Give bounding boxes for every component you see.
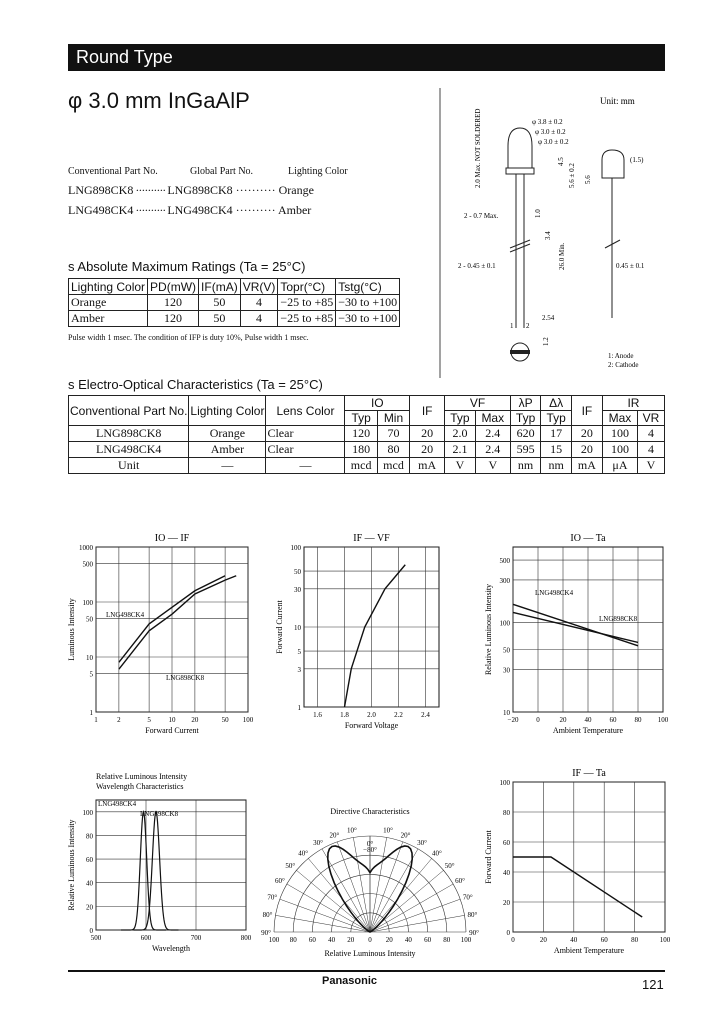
- y-tick-label: 1: [89, 709, 93, 717]
- x-tick-label: 5: [147, 716, 151, 724]
- chart-directive: [261, 800, 479, 962]
- cell: 120: [345, 426, 377, 442]
- outline-drawing: [440, 88, 665, 378]
- y-axis-label: Forward Current: [484, 830, 493, 884]
- angle-label: 90°: [261, 929, 271, 937]
- cell: −30 to +100: [336, 295, 400, 311]
- table-row: [69, 311, 400, 327]
- dim-label: 1.0: [534, 209, 542, 218]
- dim-label: 2 - 0.45 ± 0.1: [458, 262, 496, 270]
- cell: 4: [240, 295, 278, 311]
- cell: nm: [541, 458, 572, 474]
- angle-label: 60°: [275, 877, 285, 885]
- cell: 15: [541, 442, 572, 458]
- table-header-row: [69, 396, 665, 411]
- chart-io-if: [62, 525, 262, 735]
- header-cell: λP: [510, 396, 541, 411]
- subheader-cell: Typ: [445, 411, 476, 426]
- y-tick-label: 100: [290, 544, 301, 552]
- header-title: Round Type: [76, 47, 173, 67]
- cell: 70: [377, 426, 409, 442]
- x-axis-label: Ambient Temperature: [552, 726, 624, 735]
- y-tick-label: 50: [86, 615, 93, 624]
- center-label: −80°: [363, 846, 377, 854]
- angle-label: 10°: [347, 826, 357, 835]
- x-tick-label: 80: [631, 936, 639, 944]
- spectrum-line: [121, 812, 166, 930]
- cell: 100: [602, 442, 637, 458]
- series-label: LNG498CK4: [106, 611, 145, 619]
- subheader-cell: VR: [638, 411, 665, 426]
- header-cell: Lighting Color: [189, 396, 266, 426]
- radial-tick-label: 100: [268, 936, 280, 944]
- chart-title: IO — IF: [154, 533, 190, 544]
- chart-wavelength: [62, 770, 257, 960]
- y-tick-label: 100: [82, 599, 93, 607]
- x-tick-label: 100: [657, 716, 669, 724]
- cell: 17: [541, 426, 572, 442]
- cell: 2.4: [475, 442, 510, 458]
- conv-part: LNG898CK8: [68, 183, 134, 197]
- y-tick-label: 0: [89, 927, 93, 935]
- cell: 20: [410, 426, 445, 442]
- cell: 20: [410, 442, 445, 458]
- x-tick-label: 50: [221, 716, 229, 724]
- section-header-bar: [68, 44, 665, 71]
- series-label: LNG898CK8: [599, 615, 638, 623]
- pin-note: 1: Anode: [608, 352, 634, 360]
- dim-label: 3.4: [544, 231, 552, 240]
- dim-label: φ 3.0 ± 0.2: [535, 128, 566, 136]
- cell: V: [475, 458, 510, 474]
- global-part: LNG898CK8: [167, 183, 233, 197]
- y-tick-label: 500: [82, 560, 93, 569]
- cell: 120: [148, 311, 199, 327]
- cell: 180: [345, 442, 377, 458]
- part-list-header-conv: Conventional Part No.: [68, 166, 158, 177]
- radial-tick-label: 20: [347, 936, 355, 944]
- header-cell: IF(mA): [199, 279, 241, 295]
- cell: mA: [410, 458, 445, 474]
- cell: 4: [638, 426, 665, 442]
- led-body-front: [508, 128, 532, 168]
- radial-tick-label: 60: [424, 936, 432, 944]
- dim-label: φ 3.0 ± 0.2: [538, 138, 569, 146]
- x-tick-label: 2: [117, 716, 121, 724]
- header-cell: Lens Color: [266, 396, 345, 426]
- cell: −25 to +85: [278, 311, 336, 327]
- footer-brand: Panasonic: [322, 975, 378, 987]
- x-axis-label: Forward Voltage: [344, 721, 399, 730]
- y-axis-label: Luminous Intensity: [67, 598, 76, 661]
- x-tick-label: 40: [570, 936, 578, 944]
- header-cell: Lighting Color: [69, 279, 148, 295]
- cell: 80: [377, 442, 409, 458]
- cell: 50: [199, 311, 241, 327]
- cell: 595: [510, 442, 541, 458]
- abs-max-section-title: s Absolute Maximum Ratings (Ta = 25°C): [68, 259, 306, 274]
- y-tick-label: 100: [499, 779, 510, 787]
- header-cell: Topr(°C): [278, 279, 336, 295]
- x-tick-label: 60: [600, 936, 608, 944]
- cell: V: [445, 458, 476, 474]
- chart-title-line2: Wavelength Characteristics: [96, 782, 184, 791]
- y-tick-label: 60: [86, 856, 93, 865]
- table-row: [69, 295, 400, 311]
- y-tick-label: 300: [499, 576, 510, 585]
- y-tick-label: 5: [297, 648, 301, 657]
- pin-number: 2: [526, 322, 530, 330]
- x-tick-label: 20: [559, 716, 567, 724]
- y-tick-label: 100: [499, 619, 510, 628]
- part-list-header-global: Global Part No.: [190, 166, 254, 177]
- cell: −25 to +85: [278, 295, 336, 311]
- y-tick-label: 50: [503, 646, 510, 655]
- cell: mcd: [345, 458, 377, 474]
- cell: LNG898CK8: [69, 426, 189, 442]
- table-header-row: [69, 279, 400, 295]
- series-label: LNG898CK8: [166, 674, 205, 682]
- y-tick-label: 30: [294, 585, 301, 594]
- y-axis-label: Relative Luminous Intensity: [484, 583, 493, 676]
- y-tick-label: 0: [506, 929, 510, 937]
- y-tick-label: 500: [499, 557, 510, 566]
- y-tick-label: 50: [294, 568, 301, 577]
- series-label: LNG498CK4: [98, 800, 137, 808]
- y-tick-label: 1000: [79, 544, 93, 552]
- led-body-side: [602, 150, 624, 178]
- part-list-row: LNG498CK4 ·········· LNG498CK4 ·········· Amber: [68, 203, 312, 217]
- x-tick-label: 20: [539, 936, 547, 944]
- series-line: [119, 576, 236, 669]
- angle-label: 70°: [267, 893, 278, 902]
- x-tick-label: 500: [90, 934, 102, 942]
- dim-label: 26.0 Min.: [558, 242, 566, 270]
- radial-tick-label: 40: [404, 936, 412, 944]
- x-axis-label: Wavelength: [151, 944, 191, 953]
- cell: 50: [199, 295, 241, 311]
- global-part: LNG498CK4: [167, 203, 233, 217]
- pin-note: 2: Cathode: [608, 361, 639, 369]
- x-tick-label: 1.6: [313, 711, 322, 719]
- cell: Orange: [69, 295, 148, 311]
- cell: Clear: [266, 442, 345, 458]
- y-axis-label: Forward Current: [275, 600, 284, 654]
- radial-tick-label: 40: [328, 936, 336, 944]
- angle-label: 50°: [285, 862, 296, 871]
- angle-label: 20°: [329, 831, 340, 840]
- header-cell: Conventional Part No.: [69, 396, 189, 426]
- x-tick-label: 2.0: [367, 711, 376, 719]
- conv-part: LNG498CK4: [68, 203, 134, 217]
- cell: 20: [571, 426, 602, 442]
- cell: −30 to +100: [336, 311, 400, 327]
- dim-label: 1.2: [542, 337, 550, 346]
- chart-io-ta: [475, 525, 670, 735]
- header-cell: Δλ: [541, 396, 572, 411]
- cell: 4: [240, 311, 278, 327]
- x-tick-label: 0: [511, 936, 515, 944]
- cell: Amber: [69, 311, 148, 327]
- header-cell: VR(V): [240, 279, 278, 295]
- subheader-cell: Max: [475, 411, 510, 426]
- angle-label: 30°: [417, 838, 427, 847]
- y-tick-label: 10: [503, 709, 510, 717]
- angle-label: 40°: [298, 849, 309, 858]
- y-tick-label: 40: [503, 869, 510, 877]
- cell: Unit: [69, 458, 189, 474]
- part-list-row: LNG898CK8 ·········· LNG898CK8 ·········· Orange: [68, 183, 314, 197]
- dim-label: 5.6: [584, 175, 592, 184]
- dim-label: 2.54: [542, 314, 555, 322]
- part-list-header-color: Lighting Color: [288, 166, 348, 177]
- pin-number: 1: [510, 322, 514, 330]
- product-title: φ 3.0 mm InGaAlP: [68, 88, 250, 113]
- x-tick-label: 700: [190, 934, 202, 942]
- angle-label: 30°: [313, 838, 323, 847]
- cell: 2.0: [445, 426, 476, 442]
- table-unit-row: [69, 458, 665, 474]
- cell: V: [638, 458, 665, 474]
- cell: mA: [571, 458, 602, 474]
- subheader-cell: Min: [377, 411, 409, 426]
- angle-label: 20°: [400, 831, 411, 840]
- lighting-color: Amber: [277, 203, 312, 217]
- radial-tick-label: 80: [289, 936, 297, 944]
- dim-label: 0.45 ± 0.1: [616, 262, 645, 270]
- chart-if-vf: [270, 525, 455, 735]
- x-tick-label: 60: [609, 716, 617, 724]
- footer-rule: [68, 970, 665, 972]
- cell: Orange: [189, 426, 266, 442]
- chart-title: IF — Ta: [572, 768, 606, 779]
- subheader-cell: Typ: [541, 411, 572, 426]
- header-cell: PD(mW): [148, 279, 199, 295]
- header-cell: Tstg(°C): [336, 279, 400, 295]
- dim-label: φ 3.8 ± 0.2: [532, 118, 563, 126]
- cell: 120: [148, 295, 199, 311]
- table-row: [69, 426, 665, 442]
- cell: —: [189, 458, 266, 474]
- chart-title: IO — Ta: [570, 533, 606, 544]
- lighting-color: Orange: [278, 183, 314, 197]
- radial-tick-label: 80: [443, 936, 451, 944]
- angle-label: 70°: [462, 893, 473, 902]
- header-cell: IF: [410, 396, 445, 426]
- angle-label: 40°: [431, 849, 442, 858]
- x-tick-label: 1.8: [340, 711, 349, 719]
- dim-label: 2.0 Max. NOT SOLDERED: [474, 108, 482, 188]
- dim-label: 5.6 ± 0.2: [568, 163, 576, 188]
- series-line: [513, 604, 638, 645]
- x-tick-label: 600: [140, 934, 152, 942]
- radial-tick-label: 60: [308, 936, 316, 944]
- eoc-table: [68, 395, 665, 474]
- x-axis-label: Forward Current: [145, 726, 199, 735]
- radial-tick-label: 100: [460, 936, 472, 944]
- y-tick-label: 60: [503, 839, 510, 847]
- subheader-cell: Typ: [510, 411, 541, 426]
- chart-title: Directive Characteristics: [330, 807, 410, 816]
- radial-tick-label: 0: [368, 936, 372, 944]
- angle-label: 10°: [383, 826, 393, 835]
- subheader-cell: Typ: [345, 411, 377, 426]
- eoc-section-title: s Electro-Optical Characteristics (Ta = 25°C): [68, 377, 323, 392]
- x-tick-label: 10: [168, 716, 176, 724]
- y-tick-label: 40: [86, 879, 93, 888]
- break-mark: [510, 240, 530, 248]
- y-tick-label: 5: [89, 670, 93, 679]
- dim-label: (1.5): [630, 156, 644, 164]
- x-axis-label: Relative Luminous Intensity: [324, 949, 416, 958]
- x-tick-label: 20: [191, 716, 199, 724]
- cell: 2.1: [445, 442, 476, 458]
- cell: Clear: [266, 426, 345, 442]
- bottom-flat: [510, 350, 530, 354]
- x-tick-label: 100: [242, 716, 254, 724]
- x-axis-label: Ambient Temperature: [553, 946, 625, 955]
- plot-frame: [96, 800, 246, 930]
- dim-label: 2 - 0.7 Max.: [464, 212, 499, 220]
- break-mark: [510, 244, 530, 252]
- x-tick-label: 100: [659, 936, 671, 944]
- series-label: LNG498CK4: [535, 589, 574, 597]
- header-cell: IO: [345, 396, 410, 411]
- cell: mcd: [377, 458, 409, 474]
- cell: 620: [510, 426, 541, 442]
- y-tick-label: 1: [297, 704, 301, 712]
- chart-if-ta: [475, 760, 670, 960]
- series-line: [513, 857, 642, 917]
- series-line: [345, 565, 406, 707]
- cell: 2.4: [475, 426, 510, 442]
- angle-label: 80°: [262, 910, 273, 919]
- chart-title-line1: Relative Luminous Intensity: [96, 772, 188, 781]
- led-flange: [506, 168, 534, 174]
- abs-max-note: Pulse width 1 msec. The condition of IFP is duty 10%, Pulse width 1 msec.: [68, 333, 309, 342]
- cell: μA: [602, 458, 637, 474]
- angle-label: 60°: [455, 877, 465, 885]
- x-tick-label: 800: [240, 934, 252, 942]
- y-tick-label: 10: [86, 654, 93, 662]
- cell: 4: [638, 442, 665, 458]
- abs-max-table: [68, 278, 400, 327]
- page-number: 121: [642, 977, 664, 992]
- dim-label: 4.5: [557, 157, 565, 166]
- cell: —: [266, 458, 345, 474]
- unit-label: Unit: mm: [600, 96, 635, 106]
- x-tick-label: 2.4: [421, 711, 430, 719]
- y-tick-label: 100: [82, 808, 93, 817]
- x-tick-label: −20: [507, 716, 519, 724]
- cell: 100: [602, 426, 637, 442]
- y-tick-label: 80: [86, 832, 93, 841]
- cell: 20: [571, 442, 602, 458]
- x-tick-label: 2.2: [394, 711, 403, 719]
- angle-label: 90°: [469, 929, 479, 937]
- x-tick-label: 0: [536, 716, 540, 724]
- y-tick-label: 3: [297, 665, 301, 674]
- y-tick-label: 20: [503, 899, 510, 907]
- x-tick-label: 1: [94, 716, 98, 724]
- y-tick-label: 30: [503, 666, 510, 675]
- header-cell: IF: [571, 396, 602, 426]
- angle-label: 50°: [444, 862, 455, 871]
- chart-title: IF — VF: [353, 533, 390, 544]
- angle-label: 0°: [366, 840, 374, 848]
- series-label: LNG898CK8: [140, 810, 179, 818]
- subheader-cell: Max: [602, 411, 637, 426]
- table-row: [69, 442, 665, 458]
- x-tick-label: 80: [634, 716, 642, 724]
- y-tick-label: 20: [86, 903, 93, 912]
- angle-label: 80°: [467, 910, 478, 919]
- radial-tick-label: 20: [385, 936, 393, 944]
- y-tick-label: 80: [503, 809, 510, 817]
- x-tick-label: 40: [584, 716, 592, 724]
- header-cell: VF: [445, 396, 511, 411]
- cell: LNG498CK4: [69, 442, 189, 458]
- cell: nm: [510, 458, 541, 474]
- header-cell: IR: [602, 396, 664, 411]
- y-tick-label: 10: [294, 624, 301, 632]
- y-axis-label: Relative Luminous Intensity: [67, 819, 76, 911]
- cell: Amber: [189, 442, 266, 458]
